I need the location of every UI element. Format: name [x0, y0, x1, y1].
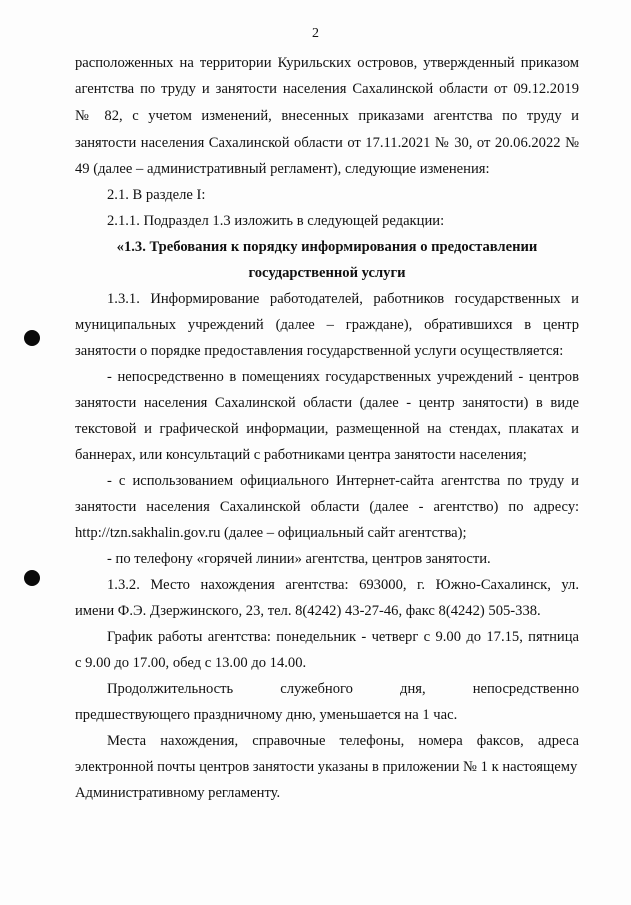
text-line: муниципальных учреждений (далее – граждане), обратившихся в центр — [75, 317, 579, 333]
text-line: агентства по труду и занятости населения Сахалинской области от 09.12.2019 — [75, 81, 579, 97]
section-heading: «1.3. Требования к порядку информирования о предоставлении — [116, 239, 538, 255]
text-line: 1.3.1. Информирование работодателей, работников государственных и — [107, 291, 579, 307]
text-line: - по телефону «горячей линии» агентства, центров занятости. — [107, 551, 491, 567]
text-line: 2.1.1. Подраздел 1.3 изложить в следующей редакции: — [107, 213, 445, 229]
text-line: - непосредственно в помещениях государственных учреждений - центров — [107, 369, 579, 385]
text-line: http://tzn.sakhalin.gov.ru (далее – официальный сайт агентства); — [75, 525, 467, 541]
text-line: имени Ф.Э. Дзержинского, 23, тел. 8(4242) 43-27-46, факс 8(4242) 505-338. — [75, 603, 541, 619]
text-line: предшествующего праздничному дню, уменьшается на 1 час. — [75, 707, 458, 723]
text-line: Административному регламенту. — [75, 785, 281, 801]
text-line: с 9.00 до 17.00, обед с 13.00 до 14.00. — [75, 655, 307, 671]
text-line: занятости населения Сахалинской области от 17.11.2021 № 30, от 20.06.2022 № — [75, 135, 579, 151]
page-number: 2 — [312, 26, 319, 41]
text-line: баннерах, или консультаций с работниками центра занятости населения; — [75, 447, 527, 463]
text-line: 2.1. В разделе I: — [107, 187, 206, 203]
text-line: - с использованием официального Интернет-сайта агентства по труду и — [107, 473, 579, 489]
text-line: График работы агентства: понедельник - четверг с 9.00 до 17.15, пятница — [107, 629, 579, 645]
text-line: текстовой и графической информации, размещенной на стендах, плакатах и — [75, 421, 579, 437]
text-line: электронной почты центров занятости указаны в приложении № 1 к настоящему — [75, 759, 578, 775]
text-line: расположенных на территории Курильских островов, утвержденный приказом — [75, 55, 579, 71]
text-line: занятости населения Сахалинской области (далее - агентство) по адресу: — [75, 499, 579, 515]
binder-hole-mark — [24, 570, 40, 586]
text-line: № 82, с учетом изменений, внесенных приказами агентства по труду и — [75, 108, 579, 124]
text-line: Продолжительность служебного дня, непосредственно — [107, 681, 579, 697]
text-line: занятости о порядке предоставления государственной услуги осуществляется: — [75, 343, 564, 359]
text-line: 1.3.2. Место нахождения агентства: 693000, г. Южно-Сахалинск, ул. — [107, 577, 579, 593]
binder-hole-mark — [24, 330, 40, 346]
text-line: занятости населения Сахалинской области (далее - центр занятости) в виде — [75, 395, 579, 411]
text-line: Места нахождения, справочные телефоны, номера факсов, адреса — [107, 733, 579, 749]
text-line: 49 (далее – административный регламент), следующие изменения: — [75, 161, 490, 177]
section-heading: государственной услуги — [248, 265, 406, 281]
